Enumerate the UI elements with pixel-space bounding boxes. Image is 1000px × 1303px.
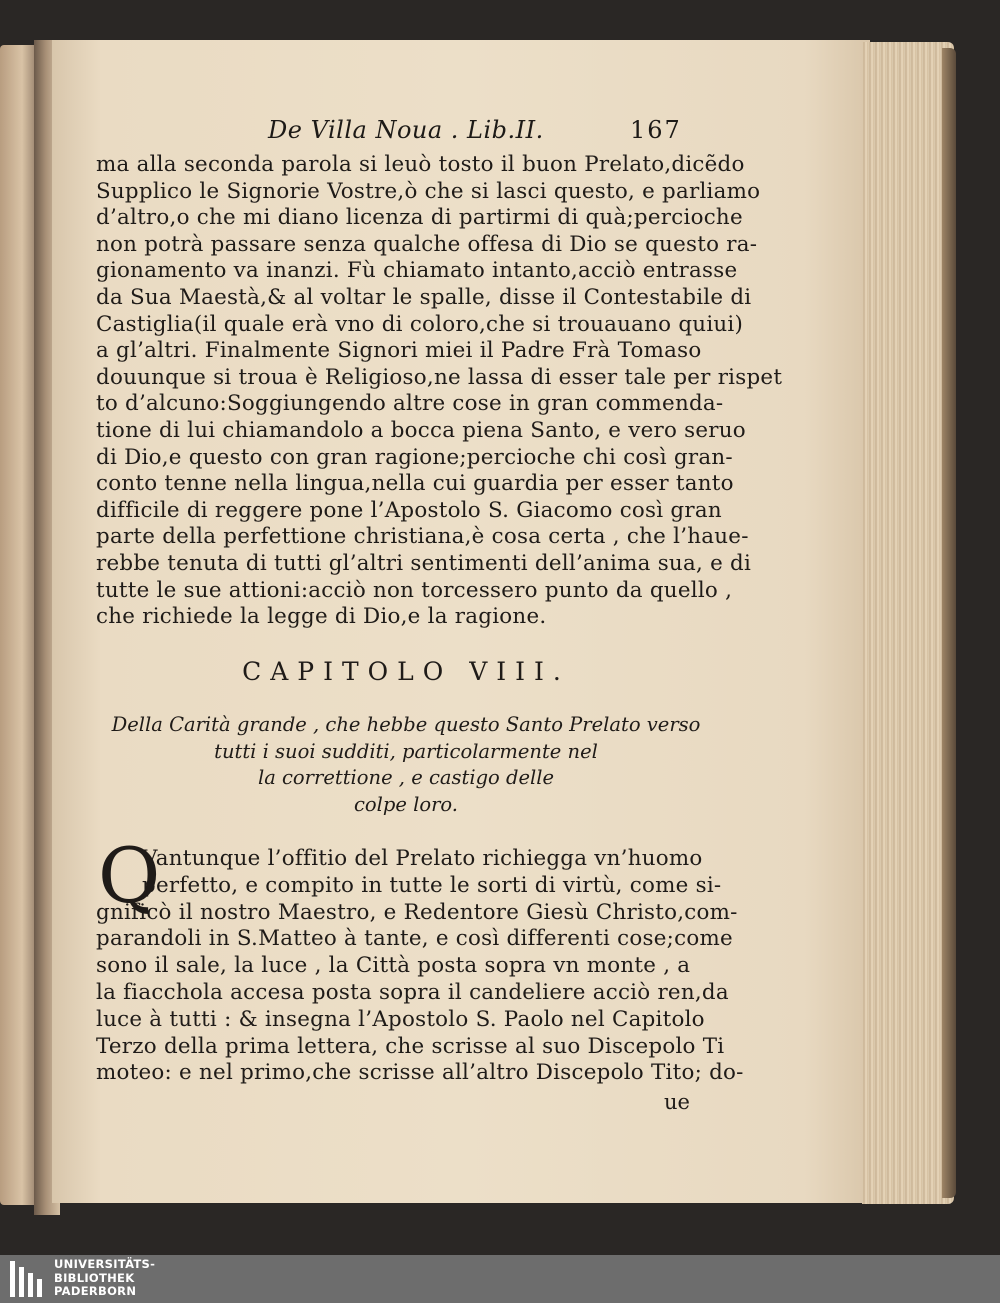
logo-line: BIBLIOTHEK — [54, 1270, 135, 1285]
drop-cap: Q — [98, 831, 161, 920]
text-line: gnificò il nostro Maestro, e Redentore Giesù Christo,com- — [96, 899, 738, 925]
page-number: 167 — [630, 116, 682, 144]
logo-line: UNIVERSITÄTS- — [54, 1257, 156, 1271]
text-line: luce à tutti : & insegna l’Apostolo S. Paolo nel Capitolo — [96, 1006, 705, 1032]
text-line: douunque si troua è Religioso,ne lassa di esser tale per rispet — [96, 364, 783, 390]
logo-line: PADERBORN — [54, 1284, 137, 1298]
running-head-title: De Villa Noua . Lib.II. — [268, 116, 544, 144]
text-line: di Dio,e questo con gran ragione;percioche chi così gran- — [96, 444, 733, 470]
text-line: sono il sale, la luce , la Città posta sopra vn monte , a — [96, 953, 691, 979]
text-line: perfetto, e compito in tutte le sorti di virtù, come si- — [142, 872, 722, 898]
text-line: da Sua Maestà,& al voltar le spalle, disse il Contestabile di — [96, 284, 752, 310]
text-line: a gl’altri. Finalmente Signori miei il Padre Frà Tomaso — [96, 338, 702, 364]
text-line: gionamento va inanzi. Fù chiamato intanto,acciò entrasse — [96, 258, 738, 284]
text-line: tione di lui chiamandolo a bocca piena Santo, e vero seruo — [96, 417, 746, 443]
text-line: Terzo della prima lettera, che scrisse al suo Discepolo Ti — [96, 1033, 725, 1059]
summary-line: colpe loro. — [353, 792, 458, 816]
book-cover-edge — [942, 48, 956, 1198]
text-line: d’altro,o che mi diano licenza di partirmi di quà;percioche — [96, 205, 743, 231]
summary-line: tutti i suoi sudditi, particolarmente nel — [214, 739, 598, 763]
text-line: conto tenne nella lingua,nella cui guardia per esser tanto — [96, 471, 734, 497]
chapter-summary — [96, 712, 716, 818]
text-line: difficile di reggere pone l’Apostolo S. Giacomo così gran — [96, 497, 722, 523]
library-logo-text — [54, 1258, 155, 1299]
text-line: to d’alcuno:Soggiungendo altre cose in gran commenda- — [96, 391, 724, 417]
text-line: parandoli in S.Matteo à tante, e così differenti cose;come — [96, 926, 733, 952]
summary-line: la correttione , e castigo delle — [257, 766, 555, 789]
text-line: tutte le sue attioni:acciò non torcessero punto da quello , — [96, 577, 733, 603]
chapter-heading: CAPITOLO VIII. — [242, 657, 570, 686]
chapter-body-text — [96, 846, 744, 1087]
text-line: non potrà passare senza qualche offesa di Dio se questo ra- — [96, 231, 758, 257]
body-text — [96, 152, 783, 631]
text-line: moteo: e nel primo,che scrisse all’altro Discepolo Tito; do- — [96, 1060, 744, 1086]
running-head — [268, 116, 688, 150]
library-logo-icon — [8, 1259, 48, 1299]
text-line: che richiede la legge di Dio,e la ragione. — [96, 604, 547, 630]
text-line: ma alla seconda parola si leuò tosto il buon Prelato,dicẽdo — [96, 152, 745, 177]
text-line: Castiglia(il quale erà vno di coloro,che si trouauano quiui) — [96, 311, 744, 337]
page-edges — [862, 42, 954, 1204]
text-line: Supplico le Signorie Vostre,ò che si lasci questo, e parliamo — [96, 178, 761, 204]
text-line: Vantunque l’offitio del Prelato richiegga vn’huomo — [142, 846, 703, 871]
footer-bar — [0, 1255, 1000, 1303]
text-line: parte della perfettione christiana,è cosa certa , che l’haue- — [96, 524, 749, 550]
summary-line: Della Carità grande , che hebbe questo Santo Prelato verso — [111, 713, 701, 736]
text-line: rebbe tenuta di tutti gl’altri sentimenti dell’anima sua, e di — [96, 550, 752, 576]
text-line: la fiacchola accesa posta sopra il candeliere acciò ren,da — [96, 979, 729, 1005]
catchword: ue — [664, 1090, 690, 1114]
